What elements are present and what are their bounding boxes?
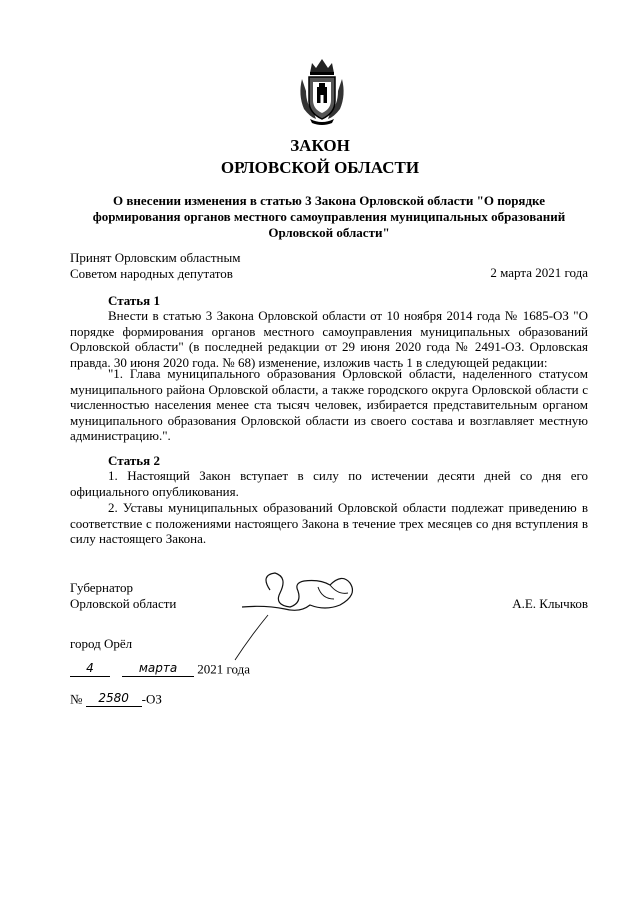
coat-of-arms-icon [296,55,348,125]
adoption-line-2: Советом народных депутатов [70,265,233,281]
adoption-date: 2 марта 2021 года [490,265,588,280]
law-subject: О внесении изменения в статью 3 Закона Орловской области "О порядке формирования органов местного самоуправления муниципальных образований Орловской области" [92,193,566,240]
date-year: 2021 года [197,661,251,677]
signatory-position [70,580,176,612]
date-day: 4 [70,661,110,677]
position-line-2: Орловской области [70,596,177,611]
article-1-paragraph-2: "1. Глава муниципального образования Орловской области, наделенного статусом муниципального района Орловской области, а также городского округа Орловской области с численностью населения менее ста тысяч человек, избирается представительным органом муниципального образования Орловской области из своего состава и возглавляет местную администрацию.". [70,366,588,443]
adoption-line-1: Принят Орловским областным [70,250,241,265]
article-2-paragraph-2: 2. Уставы муниципальных образований Орловской области подлежат приведению в соответствие с положениями настоящего Закона в течение трех месяцев со дня вступления в силу настоящего Закона. [70,500,588,546]
article-2-heading: Статья 2 [108,453,160,468]
number-suffix: -ОЗ [141,691,162,707]
city-name: город Орёл [70,636,133,651]
number-sign: № [70,691,83,707]
article-1-paragraph-1: Внести в статью 3 Закона Орловской области от 10 ноября 2014 года № 1685-ОЗ "О порядке формирования органов местного самоуправления муниципальных образований Орловской области" (в последней редакции от 29 июня 2020 года № 2491-ОЗ. Орловская правда. 30 июня 2020 года. № 68) изменение, изложив часть 1 в следующей редакции: [70,308,588,370]
number-value: 2580 [86,691,142,707]
signatory-name: А.Е. Клычков [512,596,588,611]
handwritten-signature [230,565,370,665]
issuer-title: ОРЛОВСКОЙ ОБЛАСТИ [220,158,420,177]
position-line-1: Губернатор [70,580,133,595]
article-2-paragraph-1: 1. Настоящий Закон вступает в силу по истечении десяти дней со дня его официального опубликования. [70,468,588,499]
document-type-title: ЗАКОН [290,136,350,155]
signing-date [70,661,250,677]
date-month: марта [122,661,194,677]
article-1-heading: Статья 1 [108,293,160,308]
adoption-block [70,250,240,281]
law-number [70,691,162,707]
